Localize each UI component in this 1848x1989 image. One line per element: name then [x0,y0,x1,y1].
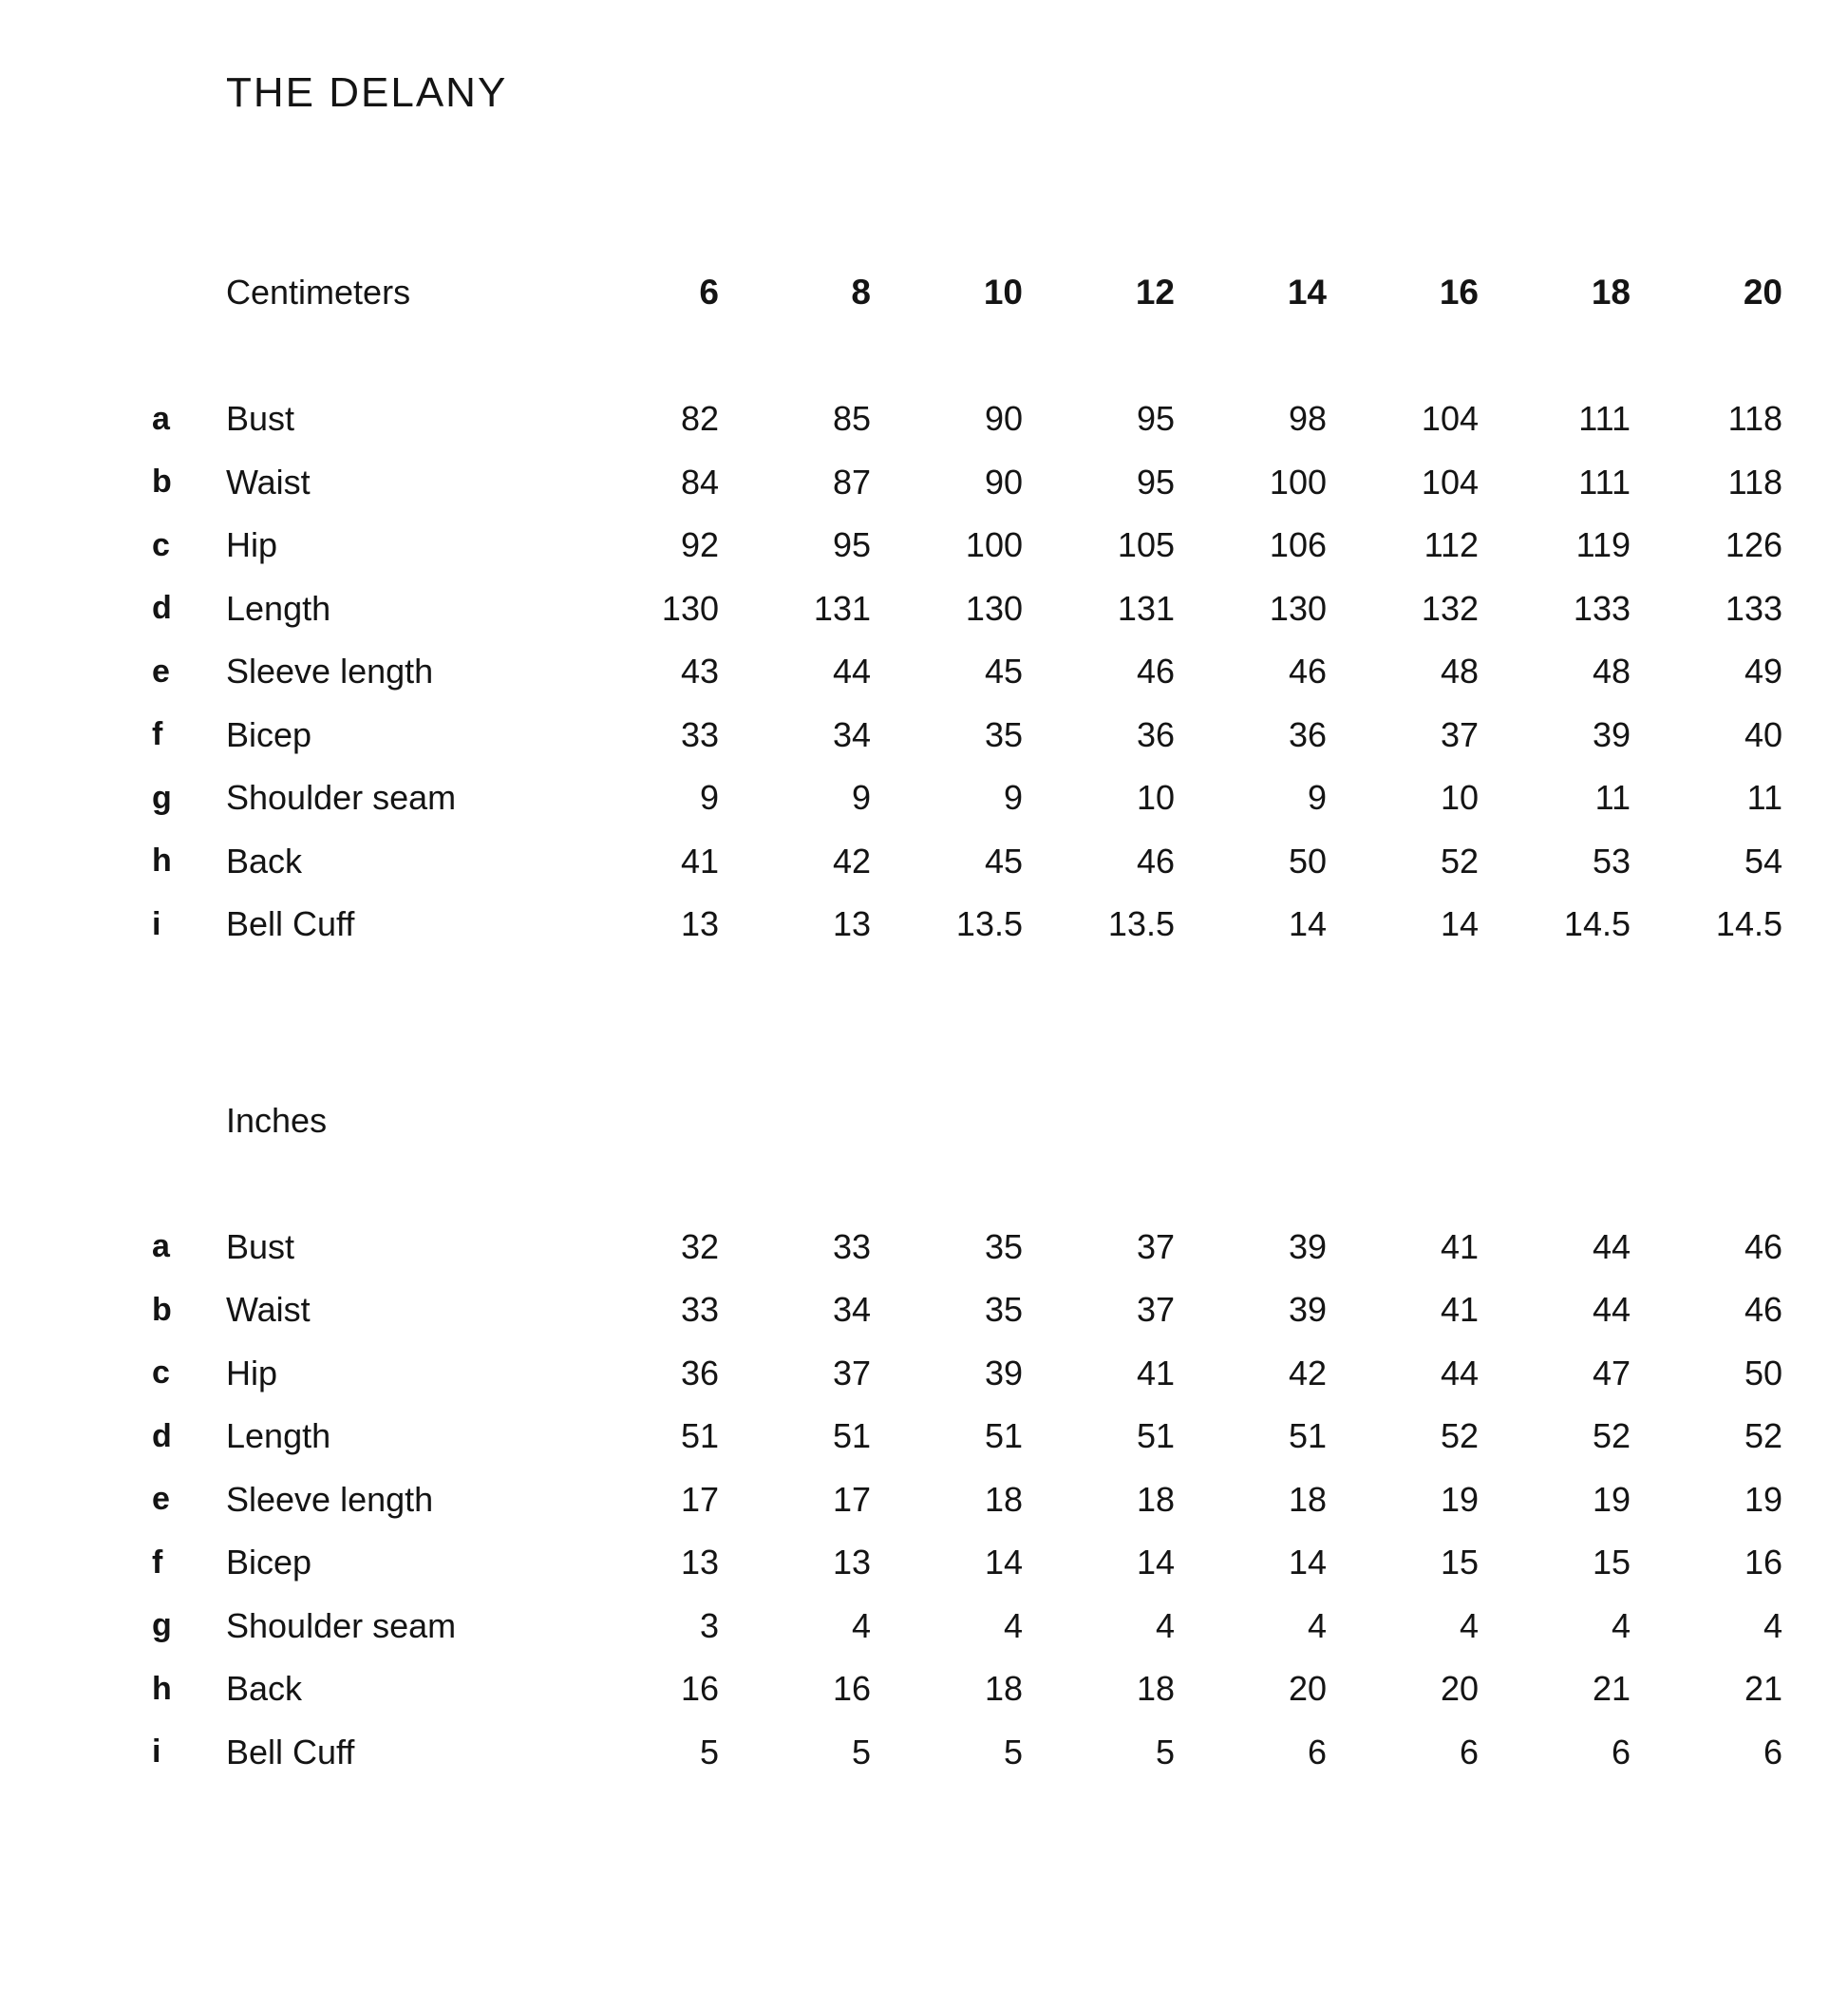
inches-table [152,1089,1848,1785]
row-value: 119 [1575,525,1631,565]
row-value: 5 [1003,1732,1023,1771]
row-value: 15 [1592,1543,1631,1582]
row-value: 52 [1744,1416,1782,1456]
measurement-row [152,704,1848,767]
row-value: 35 [984,1226,1023,1266]
row-label: Shoulder seam [226,1605,457,1645]
row-value: 118 [1727,399,1782,439]
row-value: 37 [1440,714,1479,754]
measurement-row [152,830,1848,894]
measurement-row [152,514,1848,578]
row-value: 37 [1136,1290,1175,1330]
row-value: 37 [1136,1226,1175,1266]
row-label: Length [226,588,331,628]
row-letter: i [152,1733,161,1771]
row-letter: a [152,1228,170,1265]
row-value: 18 [984,1479,1023,1519]
row-label: Hip [226,1353,278,1392]
row-value: 34 [832,714,871,754]
row-value: 9 [699,778,719,818]
row-value: 42 [832,841,871,881]
row-value: 133 [1573,588,1631,628]
row-value: 14.5 [1715,904,1782,944]
row-letter: g [152,779,172,816]
row-value: 4 [1459,1605,1479,1645]
row-value: 4 [1611,1605,1631,1645]
row-value: 11 [1746,778,1782,818]
row-value: 95 [1136,399,1175,439]
row-value: 33 [680,714,719,754]
row-value: 35 [984,1290,1023,1330]
row-value: 18 [1136,1479,1175,1519]
row-value: 106 [1269,525,1327,565]
page-title: THE DELANY [226,69,508,116]
measurement-row [152,1658,1848,1721]
row-value: 44 [1592,1226,1631,1266]
row-value: 4 [851,1605,871,1645]
row-value: 130 [965,588,1023,628]
row-value: 41 [1136,1353,1175,1392]
row-value: 14 [1288,1543,1327,1582]
row-value: 45 [984,841,1023,881]
row-value: 39 [984,1353,1023,1392]
row-value: 111 [1578,399,1631,439]
row-label: Back [226,841,303,881]
measurement-row [152,893,1848,957]
measurement-row [152,1342,1848,1406]
row-value: 46 [1136,841,1175,881]
row-letter: e [152,653,170,690]
row-value: 18 [1136,1669,1175,1709]
row-value: 17 [832,1479,871,1519]
row-value: 21 [1592,1669,1631,1709]
row-value: 9 [851,778,871,818]
row-letter: g [152,1607,172,1644]
row-value: 51 [1288,1416,1327,1456]
size-column-header: 18 [1591,273,1631,313]
row-letter: h [152,1670,172,1707]
row-value: 10 [1440,778,1479,818]
row-letter: c [152,1354,170,1392]
row-value: 112 [1424,525,1479,565]
measurement-row [152,640,1848,704]
row-value: 41 [1440,1290,1479,1330]
row-value: 51 [832,1416,871,1456]
centimeters-table [152,261,1848,957]
row-value: 13.5 [955,904,1023,944]
row-value: 131 [813,588,871,628]
row-value: 16 [832,1669,871,1709]
row-letter: a [152,400,170,437]
row-label: Bust [226,1226,295,1266]
row-value: 118 [1727,462,1782,502]
row-value: 41 [680,841,719,881]
row-label: Waist [226,462,311,502]
row-value: 95 [832,525,871,565]
row-value: 9 [1307,778,1327,818]
row-value: 36 [1288,714,1327,754]
row-value: 6 [1763,1732,1782,1771]
unit-label-centimeters: Centimeters [226,273,411,313]
row-value: 13 [680,904,719,944]
size-column-header: 12 [1135,273,1175,313]
row-value: 52 [1592,1416,1631,1456]
row-label: Bicep [226,1543,312,1582]
row-label: Bicep [226,714,312,754]
row-label: Bell Cuff [226,904,355,944]
row-value: 16 [1744,1543,1782,1582]
measurement-row [152,578,1848,641]
row-value: 44 [832,652,871,691]
measurement-row [152,1216,1848,1279]
row-value: 17 [680,1479,719,1519]
row-value: 5 [699,1732,719,1771]
row-value: 42 [1288,1353,1327,1392]
row-value: 6 [1611,1732,1631,1771]
row-value: 51 [1136,1416,1175,1456]
row-value: 45 [984,652,1023,691]
row-letter: b [152,464,172,501]
row-value: 13 [832,904,871,944]
row-value: 37 [832,1353,871,1392]
row-value: 90 [984,399,1023,439]
measurement-row [152,1405,1848,1468]
row-value: 50 [1288,841,1327,881]
size-column-header: 8 [851,273,871,313]
measurement-row [152,767,1848,830]
row-value: 82 [680,399,719,439]
row-value: 130 [1269,588,1327,628]
row-value: 54 [1744,841,1782,881]
row-value: 33 [832,1226,871,1266]
size-column-header: 14 [1287,273,1327,313]
measurement-row [152,1595,1848,1658]
row-value: 13 [832,1543,871,1582]
size-header-row [152,261,1848,325]
row-letter: i [152,905,161,942]
row-value: 87 [832,462,871,502]
row-value: 39 [1288,1226,1327,1266]
row-value: 32 [680,1226,719,1266]
measurement-row [152,1468,1848,1532]
row-value: 3 [699,1605,719,1645]
row-value: 10 [1136,778,1175,818]
row-label: Back [226,1669,303,1709]
row-value: 14 [1288,904,1327,944]
row-value: 43 [680,652,719,691]
row-value: 50 [1744,1353,1782,1392]
row-value: 104 [1421,462,1479,502]
row-value: 100 [1269,462,1327,502]
row-value: 104 [1421,399,1479,439]
row-letter: h [152,843,172,880]
row-value: 4 [1155,1605,1175,1645]
row-value: 53 [1592,841,1631,881]
row-value: 46 [1744,1290,1782,1330]
row-letter: d [152,590,172,627]
row-value: 19 [1592,1479,1631,1519]
row-label: Waist [226,1290,311,1330]
row-value: 46 [1288,652,1327,691]
row-value: 4 [1307,1605,1327,1645]
row-value: 49 [1744,652,1782,691]
row-value: 20 [1440,1669,1479,1709]
measurement-row [152,388,1848,451]
row-label: Sleeve length [226,652,434,691]
row-value: 33 [680,1290,719,1330]
row-value: 51 [984,1416,1023,1456]
row-value: 92 [680,525,719,565]
row-value: 105 [1117,525,1175,565]
row-value: 11 [1594,778,1631,818]
row-value: 111 [1578,462,1631,502]
row-value: 35 [984,714,1023,754]
row-value: 14.5 [1563,904,1631,944]
row-value: 19 [1744,1479,1782,1519]
row-value: 5 [1155,1732,1175,1771]
inches-label-row [152,1089,1848,1153]
row-value: 4 [1763,1605,1782,1645]
row-value: 133 [1725,588,1782,628]
row-value: 36 [1136,714,1175,754]
size-column-header: 6 [699,273,719,313]
row-value: 6 [1307,1732,1327,1771]
row-value: 18 [984,1669,1023,1709]
inches-rows [152,1216,1848,1785]
row-value: 39 [1592,714,1631,754]
row-value: 13.5 [1107,904,1175,944]
row-label: Sleeve length [226,1479,434,1519]
row-value: 41 [1440,1226,1479,1266]
row-value: 48 [1440,652,1479,691]
size-column-header: 16 [1439,273,1479,313]
row-value: 52 [1440,841,1479,881]
row-label: Bust [226,399,295,439]
row-value: 36 [680,1353,719,1392]
measurement-row [152,1279,1848,1342]
row-value: 40 [1744,714,1782,754]
row-label: Length [226,1416,331,1456]
row-value: 14 [1136,1543,1175,1582]
size-column-header: 20 [1743,273,1782,313]
row-value: 19 [1440,1479,1479,1519]
size-column-header: 10 [983,273,1023,313]
row-value: 14 [1440,904,1479,944]
row-value: 5 [851,1732,871,1771]
measurement-row [152,1721,1848,1785]
row-value: 46 [1136,652,1175,691]
row-label: Bell Cuff [226,1732,355,1771]
row-letter: f [152,716,163,753]
row-letter: b [152,1291,172,1328]
row-value: 13 [680,1543,719,1582]
row-value: 4 [1003,1605,1023,1645]
row-value: 85 [832,399,871,439]
row-value: 126 [1725,525,1782,565]
row-value: 47 [1592,1353,1631,1392]
row-value: 130 [661,588,719,628]
row-letter: c [152,526,170,563]
row-value: 39 [1288,1290,1327,1330]
row-value: 16 [680,1669,719,1709]
row-label: Hip [226,525,278,565]
row-value: 132 [1421,588,1479,628]
row-value: 9 [1003,778,1023,818]
row-value: 51 [680,1416,719,1456]
row-value: 15 [1440,1543,1479,1582]
row-value: 95 [1136,462,1175,502]
row-value: 46 [1744,1226,1782,1266]
row-value: 48 [1592,652,1631,691]
row-value: 84 [680,462,719,502]
row-value: 44 [1592,1290,1631,1330]
row-value: 18 [1288,1479,1327,1519]
row-value: 100 [965,525,1023,565]
measurement-row [152,1531,1848,1595]
unit-label-inches: Inches [226,1100,328,1140]
measurement-row [152,451,1848,515]
row-value: 34 [832,1290,871,1330]
row-letter: f [152,1544,163,1581]
row-value: 131 [1117,588,1175,628]
row-value: 44 [1440,1353,1479,1392]
row-value: 21 [1744,1669,1782,1709]
centimeters-rows [152,388,1848,957]
row-letter: d [152,1417,172,1454]
row-value: 20 [1288,1669,1327,1709]
row-label: Shoulder seam [226,778,457,818]
row-letter: e [152,1481,170,1518]
row-value: 6 [1459,1732,1479,1771]
row-value: 14 [984,1543,1023,1582]
row-value: 52 [1440,1416,1479,1456]
row-value: 90 [984,462,1023,502]
row-value: 98 [1288,399,1327,439]
size-chart-page [0,69,1848,1989]
